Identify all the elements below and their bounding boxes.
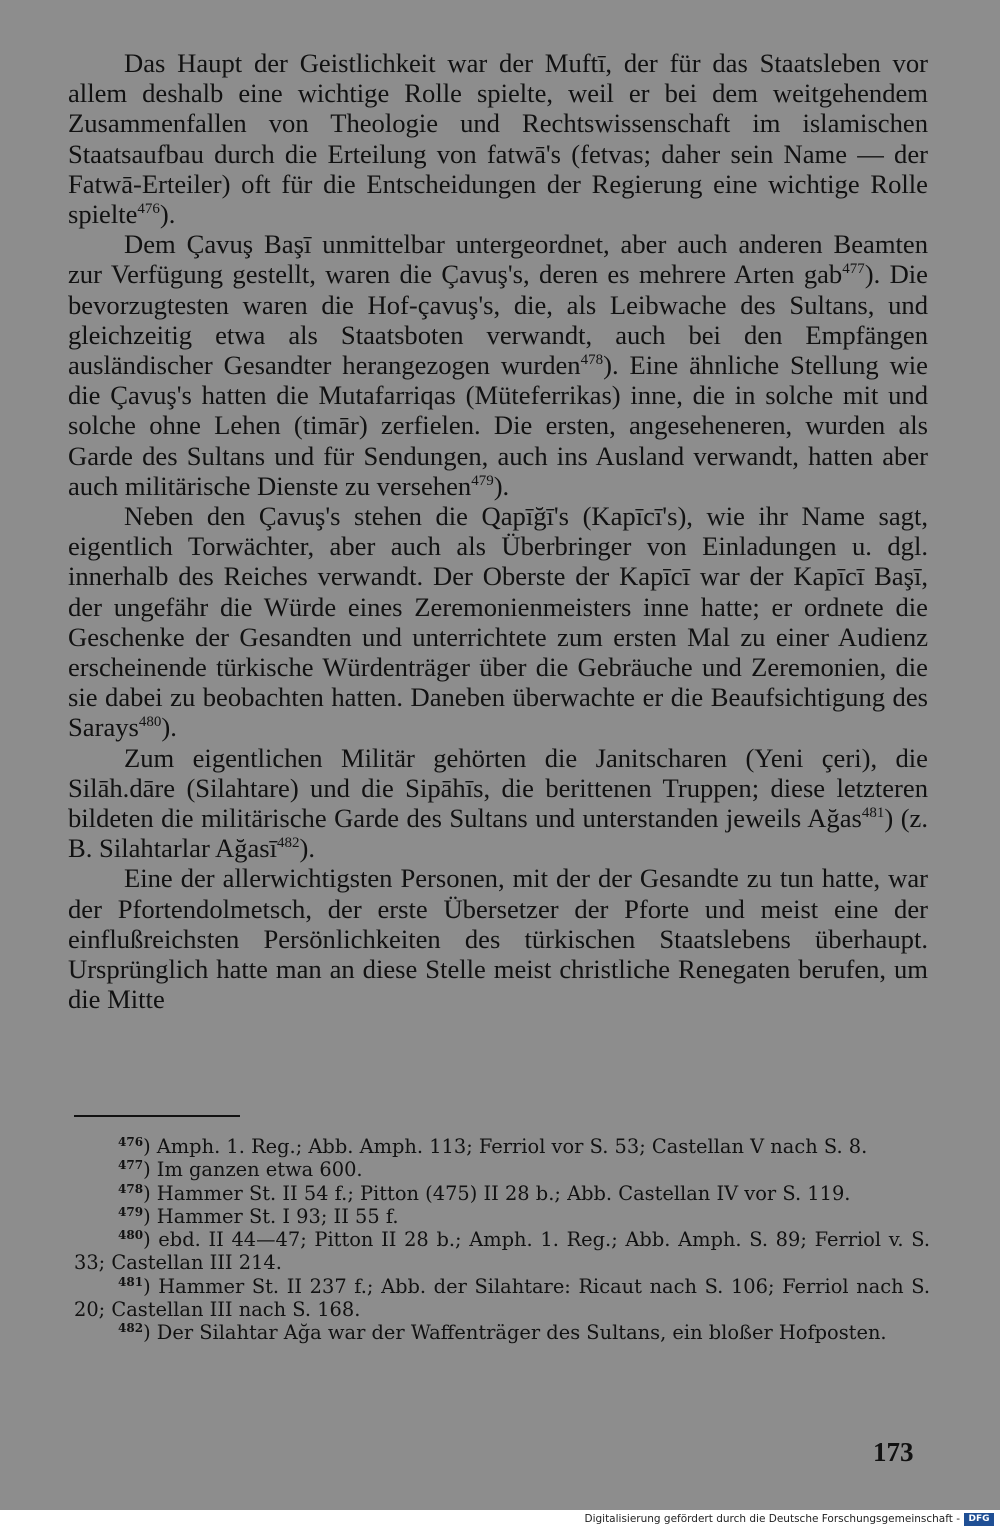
footnote-ref[interactable]: 478 xyxy=(580,352,604,369)
footnote: $^{482}$) Der Silahtar Ağa war der Waffenträger des Sultans, ein bloßer Hofposten. xyxy=(118,1321,887,1345)
footnote: $^{478}$) Hammer St. II 54 f.; Pitton (475) II 28 b.; Abb. Castellan IV vor S. 119. xyxy=(118,1181,851,1205)
footnote-ref[interactable]: 479 xyxy=(471,472,494,489)
digitization-footer xyxy=(0,1510,1000,1530)
dfg-logo-icon[interactable]: DFG xyxy=(964,1513,994,1526)
footnote-separator xyxy=(74,1115,240,1117)
footnote-ref[interactable]: 482 xyxy=(277,835,300,852)
paragraph-cavus: Dem Çavuş Başī unmittelbar untergeordnet, aber auch anderen Beamten zur Verfügung gestellt, waren die Çavuş's, deren es mehrere Arten gab$^{477}$). Die bevorzugtesten waren die Hof-çavuş's, die, als Leibwache des Sultans, und gleichzeitig etwa als Staatsboten verwandt, auch bei den Empfängen ausländischer Gesandter herangezogen wurden$^{478}$). Eine ähnliche Stellung wie die Çavuş's hatten die Mutafarriqas (Müteferrikas) inne, die in solche mit und solche ohne Lehen (timār) zerfielen. Die ersten, angeseheneren, wurden als Garde des Sultans und für Sendungen, auch ins Ausland verwandt, hatten aber auch militärische Dienste zu versehen$^{479}$). xyxy=(68,229,928,501)
footnote: $^{479}$) Hammer St. I 93; II 55 f. xyxy=(118,1204,399,1228)
footnote-ref[interactable]: 481 xyxy=(861,805,885,822)
footnote: $^{476}$) Amph. 1. Reg.; Abb. Amph. 113; Ferriol vor S. 53; Castellan V nach S. 8. xyxy=(118,1135,868,1158)
body-text xyxy=(68,48,928,1015)
paragraph-militaer: Zum eigentlichen Militär gehörten die Janitscharen (Yeni çeri), die Silāh.dāre (Silahtare) und die Sipāhīs, die berittenen Truppen; diese letzteren bildeten die militärische Garde des Sultans und unterstanden jeweils Ağas$^{481}$) (z. B. Silahtarlar Ağasī$^{482}$). xyxy=(68,742,929,864)
footnote-ref[interactable]: 480 xyxy=(138,714,162,731)
footer-credit: Digitalisierung gefördert durch die Deutsche Forschungsgemeinschaft - xyxy=(584,1513,960,1525)
footnote-ref[interactable]: 476 xyxy=(137,201,160,218)
footnote: $^{481}$) Hammer St. II 237 f.; Abb. der Silahtare: Ricaut nach S. 106; Ferriol nach S. 20; Castellan III nach S. 168. xyxy=(74,1274,930,1322)
footnote-ref[interactable]: 477 xyxy=(842,261,865,278)
page-number: 173 xyxy=(873,1437,914,1467)
paragraph-kapici: Neben den Çavuş's stehen die Qapīğī's (Kapīcī's), wie ihr Name sagt, eigentlich Torwächter, aber auch als Überbringer von Einladungen u. dgl. innerhalb des Reiches verwandt. Der Oberste der Kapīcī war der Kapīcī Başī, der ungefähr die Würde eines Zeremonienmeisters inne hatte; er ordnete die Geschenke der Gesandten und unterrichtete zum ersten Mal zu einer Audienz erscheinende türkische Würdenträger über die Gebräuche und Zeremonien, die sie dabei zu beobachten hatten. Daneben überwachte er die Beaufsichtigung des Sarays$^{480}$). xyxy=(68,501,928,743)
paragraph-mufti: Das Haupt der Geistlichkeit war der Muftī, der für das Staatsleben vor allem deshalb eine wichtige Rolle spielte, weil er bei dem weitgehendem Zusammenfallen von Theologie und Rechtswissenschaft im islamischen Staatsaufbau durch die Erteilung von fatwā's (fetvas; daher sein Name — der Fatwā-Erteiler) oft für die Entscheidungen der Regierung eine wichtige Rolle spielte$^{476}$). xyxy=(68,48,928,230)
footnotes xyxy=(74,1135,930,1345)
paragraph-dolmetsch: Eine der allerwichtigsten Personen, mit der der Gesandte zu tun hatte, war der Pfortendolmetsch, der erste Übersetzer der Pforte und meist eine der einflußreichsten Persönlichkeiten des türkischen Staatslebens überhaupt. Ursprünglich hatte man an diese Stelle meist christliche Renegaten berufen, um die Mitte xyxy=(68,863,928,1015)
footnote: $^{477}$) Im ganzen etwa 600. xyxy=(118,1158,363,1182)
footnote: $^{480}$) ebd. II 44—47; Pitton II 28 b.; Amph. 1. Reg.; Abb. Amph. S. 89; Ferriol v. S. 33; Castellan III 214. xyxy=(74,1228,930,1275)
